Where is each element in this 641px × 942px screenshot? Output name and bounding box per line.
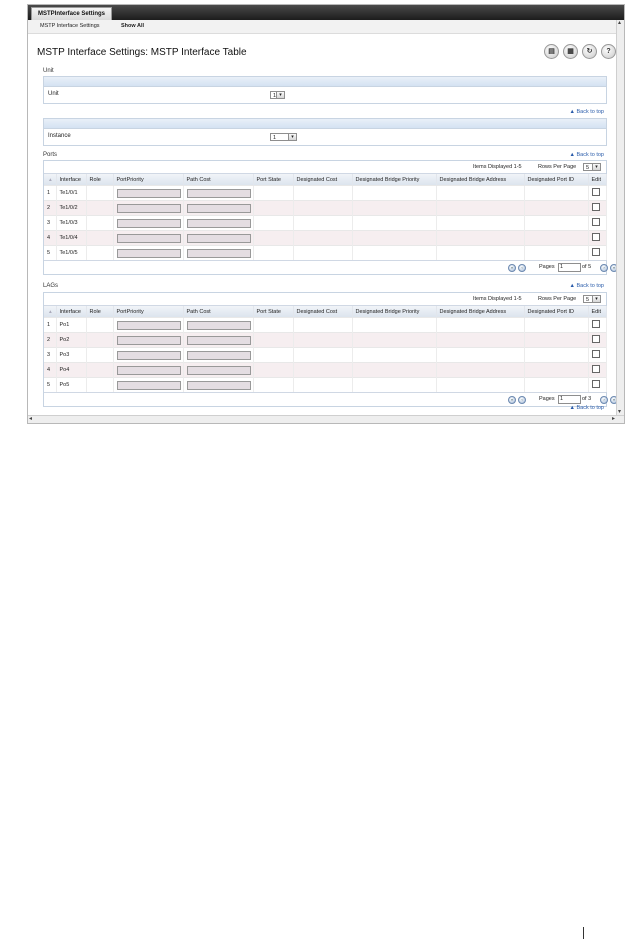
col-interface[interactable]: Interface (56, 174, 86, 186)
lags-page-input[interactable]: 1 (558, 395, 581, 404)
role-cell (86, 246, 113, 261)
designated-bridge-address-cell (436, 378, 524, 393)
col-designated-port-id[interactable]: Designated Port ID (524, 306, 588, 318)
port-priority-input[interactable] (117, 219, 181, 228)
tab-mstp-interface-settings[interactable]: MSTPInterface Settings (31, 7, 112, 21)
ports-page-count: of 5 (582, 264, 592, 270)
chevron-down-icon: ▾ (592, 164, 600, 170)
scroll-up-icon[interactable]: ▴ (618, 20, 622, 26)
designated-port-id-cell (524, 231, 588, 246)
path-cost-input[interactable] (187, 336, 251, 345)
col-path-cost[interactable]: Path Cost (183, 174, 253, 186)
row-number: 4 (44, 363, 56, 378)
designated-bridge-priority-cell (352, 231, 436, 246)
path-cost-input[interactable] (187, 381, 251, 390)
port-state-cell (253, 378, 293, 393)
ports-rows-per-page-label: Rows Per Page (538, 164, 577, 170)
edit-checkbox[interactable] (592, 350, 600, 358)
designated-bridge-priority-cell (352, 246, 436, 261)
path-cost-input[interactable] (187, 219, 251, 228)
table-row (44, 363, 606, 378)
page-toolbar (544, 44, 616, 59)
scroll-right-icon[interactable]: ▸ (611, 416, 615, 422)
port-priority-input[interactable] (117, 321, 181, 330)
port-priority-input[interactable] (117, 249, 181, 258)
col-role[interactable]: Role (86, 306, 113, 318)
edit-checkbox[interactable] (592, 380, 600, 388)
designated-bridge-address-cell (436, 246, 524, 261)
edit-checkbox[interactable] (592, 248, 600, 256)
first-page-icon[interactable]: « (508, 264, 516, 272)
designated-bridge-priority-cell (352, 348, 436, 363)
designated-port-id-cell (524, 378, 588, 393)
col-port-state[interactable]: Port State (253, 306, 293, 318)
designated-bridge-address-cell (436, 348, 524, 363)
port-priority-input[interactable] (117, 381, 181, 390)
port-state-cell (253, 186, 293, 201)
col-path-cost[interactable]: Path Cost (183, 306, 253, 318)
ports-heading: Ports (43, 152, 58, 158)
role-cell (86, 231, 113, 246)
role-cell (86, 348, 113, 363)
port-priority-input[interactable] (117, 351, 181, 360)
table-row (44, 231, 606, 246)
role-cell (86, 186, 113, 201)
back-to-top-link[interactable]: ▲ Back to top (569, 283, 604, 289)
port-priority-input[interactable] (117, 204, 181, 213)
port-state-cell (253, 246, 293, 261)
instance-box (43, 118, 607, 146)
designated-bridge-priority-cell (352, 333, 436, 348)
ports-page-input[interactable]: 1 (558, 263, 581, 272)
designated-bridge-address-cell (436, 216, 524, 231)
designated-bridge-address-cell (436, 186, 524, 201)
back-to-top-link[interactable]: ▲ Back to top (569, 109, 604, 115)
save-icon[interactable]: ▤ (544, 44, 559, 59)
port-priority-input[interactable] (117, 189, 181, 198)
col-port-state[interactable]: Port State (253, 174, 293, 186)
designated-cost-cell (293, 201, 352, 216)
page-title: MSTP Interface Settings: MSTP Interface Table (37, 47, 247, 58)
lags-rows-per-page-value: 5 (586, 297, 590, 303)
designated-bridge-priority-cell (352, 201, 436, 216)
col-designated-bridge-address[interactable]: Designated Bridge Address (436, 174, 524, 186)
designated-bridge-priority-cell (352, 186, 436, 201)
interface-cell: Te1/0/1 (56, 186, 86, 201)
designated-cost-cell (293, 246, 352, 261)
designated-bridge-priority-cell (352, 216, 436, 231)
browser-window (27, 4, 625, 424)
lags-table-topbar (44, 293, 606, 306)
port-state-cell (253, 333, 293, 348)
designated-bridge-priority-cell (352, 378, 436, 393)
col-port-priority[interactable]: PortPriority (113, 306, 183, 318)
row-number: 3 (44, 216, 56, 231)
edit-checkbox[interactable] (592, 203, 600, 211)
lags-table-box (43, 292, 616, 407)
port-state-cell (253, 348, 293, 363)
table-row (44, 216, 606, 231)
designated-bridge-priority-cell (352, 318, 436, 333)
port-state-cell (253, 363, 293, 378)
col-edit: Edit (588, 306, 606, 318)
designated-cost-cell (293, 378, 352, 393)
refresh-icon[interactable]: ↻ (582, 44, 597, 59)
ports-table (44, 174, 607, 260)
unit-heading: Unit (43, 68, 54, 74)
edit-checkbox[interactable] (592, 335, 600, 343)
next-page-icon[interactable]: › (600, 264, 608, 272)
designated-bridge-address-cell (436, 231, 524, 246)
lags-pages-label: Pages (539, 396, 555, 402)
ports-table-topbar (44, 161, 606, 174)
next-page-icon[interactable]: › (600, 396, 608, 404)
col-edit: Edit (588, 174, 606, 186)
designated-cost-cell (293, 363, 352, 378)
designated-cost-cell (293, 333, 352, 348)
designated-port-id-cell (524, 186, 588, 201)
port-state-cell (253, 216, 293, 231)
designated-bridge-address-cell (436, 363, 524, 378)
col-designated-bridge-address[interactable]: Designated Bridge Address (436, 306, 524, 318)
path-cost-input[interactable] (187, 351, 251, 360)
designated-cost-cell (293, 216, 352, 231)
vertical-scrollbar[interactable] (616, 20, 624, 416)
ports-pages-label: Pages (539, 264, 555, 270)
instance-label: Instance (48, 133, 71, 139)
lags-page-count: of 3 (582, 396, 592, 402)
instance-select-value: 1 (273, 135, 277, 141)
instance-select[interactable] (270, 133, 297, 141)
unit-box (43, 76, 607, 104)
port-priority-input[interactable] (117, 336, 181, 345)
path-cost-input[interactable] (187, 189, 251, 198)
ports-pager (44, 260, 616, 274)
lags-rows-per-page-select[interactable] (583, 295, 601, 303)
ports-items-displayed: Items Displayed 1-5 (473, 164, 522, 170)
page-margin-bar (583, 927, 584, 939)
col-designated-cost[interactable]: Designated Cost (293, 306, 352, 318)
lags-table (44, 306, 607, 392)
designated-port-id-cell (524, 333, 588, 348)
print-icon[interactable]: ▦ (563, 44, 578, 59)
col-interface[interactable]: Interface (56, 306, 86, 318)
edit-checkbox[interactable] (592, 365, 600, 373)
row-number: 1 (44, 186, 56, 201)
path-cost-input[interactable] (187, 204, 251, 213)
col-port-priority[interactable]: PortPriority (113, 174, 183, 186)
interface-cell: Po4 (56, 363, 86, 378)
port-priority-input[interactable] (117, 366, 181, 375)
designated-port-id-cell (524, 201, 588, 216)
port-state-cell (253, 231, 293, 246)
role-cell (86, 333, 113, 348)
lags-pager (44, 392, 616, 406)
back-to-top-link[interactable]: ▲ Back to top (569, 405, 604, 411)
interface-cell: Te1/0/2 (56, 201, 86, 216)
table-row (44, 201, 606, 216)
subnav-show-all[interactable]: Show All (121, 23, 145, 29)
top-tab-bar (28, 5, 624, 20)
previous-page-icon[interactable]: ‹ (518, 396, 526, 404)
chevron-down-icon: ▾ (592, 296, 600, 302)
lags-heading: LAGs (43, 283, 59, 289)
interface-cell: Te1/0/4 (56, 231, 86, 246)
role-cell (86, 216, 113, 231)
chevron-down-icon: ▾ (276, 92, 284, 98)
col-sort[interactable]: ▴ (44, 306, 56, 318)
table-row (44, 246, 606, 261)
designated-port-id-cell (524, 318, 588, 333)
row-number: 5 (44, 246, 56, 261)
path-cost-input[interactable] (187, 249, 251, 258)
row-number: 3 (44, 348, 56, 363)
port-priority-input[interactable] (117, 234, 181, 243)
role-cell (86, 201, 113, 216)
horizontal-scrollbar[interactable] (28, 415, 624, 423)
col-sort[interactable]: ▴ (44, 174, 56, 186)
designated-port-id-cell (524, 216, 588, 231)
ports-rows-per-page-select[interactable] (583, 163, 601, 171)
last-page-icon[interactable]: » (610, 396, 618, 404)
designated-cost-cell (293, 231, 352, 246)
ports-rows-per-page-value: 5 (586, 165, 590, 171)
designated-cost-cell (293, 186, 352, 201)
interface-cell: Po2 (56, 333, 86, 348)
row-number: 2 (44, 201, 56, 216)
chevron-down-icon: ▾ (288, 134, 296, 140)
unit-header-bar (44, 77, 606, 87)
unit-select-value: 1 (273, 93, 277, 99)
col-designated-bridge-priority[interactable]: Designated Bridge Priority (352, 174, 436, 186)
designated-bridge-priority-cell (352, 363, 436, 378)
row-number: 2 (44, 333, 56, 348)
col-role[interactable]: Role (86, 174, 113, 186)
back-to-top-link[interactable]: ▲ Back to top (569, 152, 604, 158)
instance-header-bar (44, 119, 606, 129)
previous-page-icon[interactable]: ‹ (518, 264, 526, 272)
lags-rows-per-page-label: Rows Per Page (538, 296, 577, 302)
port-state-cell (253, 201, 293, 216)
ports-table-box (43, 160, 616, 275)
designated-port-id-cell (524, 363, 588, 378)
designated-bridge-address-cell (436, 333, 524, 348)
col-designated-cost[interactable]: Designated Cost (293, 174, 352, 186)
row-number: 4 (44, 231, 56, 246)
scroll-down-icon[interactable]: ▾ (618, 409, 622, 415)
interface-cell: Te1/0/5 (56, 246, 86, 261)
unit-select[interactable] (270, 91, 285, 99)
lags-items-displayed: Items Displayed 1-5 (473, 296, 522, 302)
edit-checkbox[interactable] (592, 320, 600, 328)
unit-label: Unit (48, 91, 59, 97)
help-icon[interactable]: ? (601, 44, 616, 59)
scroll-left-icon[interactable]: ◂ (29, 416, 33, 422)
first-page-icon[interactable]: « (508, 396, 516, 404)
path-cost-input[interactable] (187, 366, 251, 375)
interface-cell: Po3 (56, 348, 86, 363)
row-number: 1 (44, 318, 56, 333)
last-page-icon[interactable]: » (610, 264, 618, 272)
edit-checkbox[interactable] (592, 233, 600, 241)
sub-navigation (28, 20, 624, 34)
interface-cell: Te1/0/3 (56, 216, 86, 231)
path-cost-input[interactable] (187, 321, 251, 330)
interface-cell: Po5 (56, 378, 86, 393)
table-row (44, 318, 606, 333)
table-row (44, 333, 606, 348)
path-cost-input[interactable] (187, 234, 251, 243)
row-number: 5 (44, 378, 56, 393)
interface-cell: Po1 (56, 318, 86, 333)
designated-port-id-cell (524, 246, 588, 261)
role-cell (86, 363, 113, 378)
subnav-mstp-interface-settings[interactable]: MSTP Interface Settings (40, 23, 100, 29)
edit-checkbox[interactable] (592, 218, 600, 226)
designated-bridge-address-cell (436, 201, 524, 216)
role-cell (86, 378, 113, 393)
col-designated-bridge-priority[interactable]: Designated Bridge Priority (352, 306, 436, 318)
designated-cost-cell (293, 318, 352, 333)
edit-checkbox[interactable] (592, 188, 600, 196)
designated-bridge-address-cell (436, 318, 524, 333)
role-cell (86, 318, 113, 333)
designated-cost-cell (293, 348, 352, 363)
designated-port-id-cell (524, 348, 588, 363)
table-row (44, 348, 606, 363)
col-designated-port-id[interactable]: Designated Port ID (524, 174, 588, 186)
table-row (44, 378, 606, 393)
port-state-cell (253, 318, 293, 333)
table-row (44, 186, 606, 201)
